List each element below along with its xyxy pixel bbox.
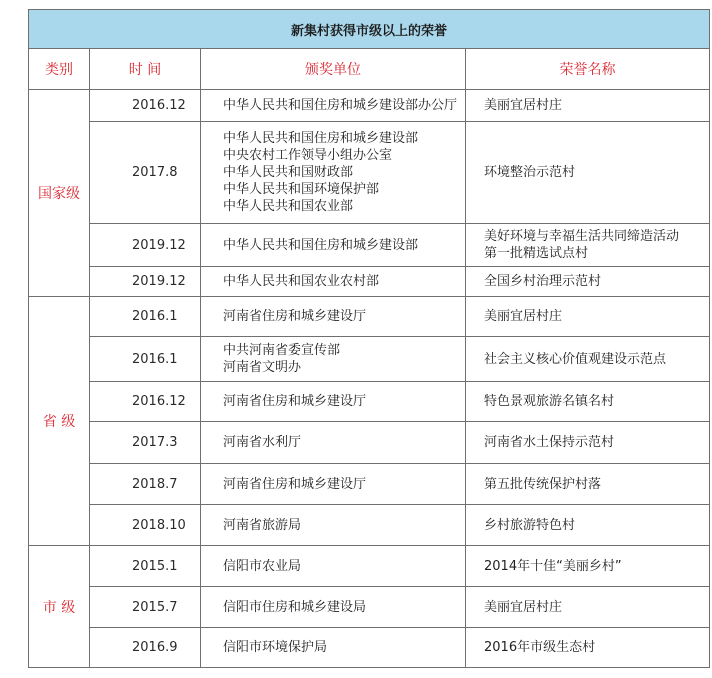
time-cell: 2016.9: [90, 628, 201, 668]
awarding-unit-line: 中共河南省委宣传部: [223, 343, 341, 358]
honor-name-line: 第一批精选试点村: [484, 246, 589, 261]
time-cell: 2017.3: [90, 422, 201, 464]
honor-name-line: 特色景观旅游名镇名村: [484, 394, 615, 409]
honor-name-cell: [466, 546, 710, 587]
table-row: [29, 337, 710, 382]
honor-name-cell: [466, 122, 710, 224]
table-row: [29, 382, 710, 422]
awarding-unit-cell: [201, 337, 466, 382]
honor-name-line: 社会主义核心价值观建设示范点: [484, 351, 667, 367]
awarding-unit-line: 河南省文明办: [223, 360, 302, 375]
category-cell: 市 级: [29, 546, 90, 668]
honor-name-line: 第五批传统保护村落: [484, 476, 602, 492]
time-cell: 2017.8: [90, 122, 201, 224]
awarding-unit-line: 信阳市农业局: [223, 558, 302, 574]
time-cell: 2016.12: [90, 90, 201, 122]
honor-name-cell: [466, 628, 710, 668]
header-category: 类别: [29, 49, 90, 90]
awarding-unit-line: 河南省住房和城乡建设厅: [223, 309, 367, 324]
table-row: [29, 628, 710, 668]
awarding-unit-cell: [201, 505, 466, 546]
time-cell: 2015.1: [90, 546, 201, 587]
honor-name-line: 美丽宜居村庄: [484, 98, 563, 113]
honor-name-line: 环境整治示范村: [484, 165, 576, 180]
honor-name-line: 河南省水土保持示范村: [484, 435, 615, 450]
honor-name-line: 全国乡村治理示范村: [484, 274, 602, 289]
awarding-unit-line: 河南省住房和城乡建设厅: [223, 394, 367, 409]
honor-name-line: 2014年十佳“美丽乡村”: [484, 558, 622, 574]
time-cell: 2019.12: [90, 224, 201, 267]
time-cell: 2015.7: [90, 587, 201, 628]
table-row: [29, 122, 710, 224]
awarding-unit-line: 中华人民共和国住房和城乡建设部办公厅: [223, 98, 458, 113]
honor-name-cell: [466, 90, 710, 122]
awarding-unit-cell: [201, 267, 466, 297]
honor-name-cell: [466, 267, 710, 297]
honor-name-cell: [466, 297, 710, 337]
honor-name-cell: [466, 505, 710, 546]
table-title: 新集村获得市级以上的荣誉: [29, 10, 710, 49]
honor-name-line: 2016年市级生态村: [484, 640, 596, 655]
time-cell: 2016.12: [90, 382, 201, 422]
honor-name-cell: [466, 587, 710, 628]
honor-name-cell: [466, 224, 710, 267]
honor-name-line: 美丽宜居村庄: [484, 599, 563, 615]
awarding-unit-cell: [201, 464, 466, 505]
time-cell: 2018.7: [90, 464, 201, 505]
header-row: [29, 49, 710, 90]
awarding-unit-line: 中华人民共和国农业农村部: [223, 274, 380, 289]
awarding-unit-line: 中华人民共和国住房和城乡建设部: [223, 131, 419, 146]
awarding-unit-line: 信阳市环境保护局: [223, 640, 328, 655]
table-row: [29, 422, 710, 464]
table-row: [29, 587, 710, 628]
awarding-unit-line: 中华人民共和国住房和城乡建设部: [223, 237, 419, 253]
honor-name-cell: [466, 337, 710, 382]
table-row: [29, 224, 710, 267]
table-row: [29, 267, 710, 297]
title-row: [29, 10, 710, 49]
awarding-unit-cell: [201, 224, 466, 267]
table-body: [29, 90, 710, 668]
header-time: 时 间: [90, 49, 201, 90]
honor-name-line: 美丽宜居村庄: [484, 309, 563, 324]
awarding-unit-cell: [201, 546, 466, 587]
category-cell: 省 级: [29, 297, 90, 546]
awarding-unit-cell: [201, 628, 466, 668]
time-cell: 2016.1: [90, 297, 201, 337]
table-row: [29, 90, 710, 122]
honor-name-line: 乡村旅游特色村: [484, 517, 576, 533]
awarding-unit-cell: [201, 90, 466, 122]
awarding-unit-line: 信阳市住房和城乡建设局: [223, 599, 367, 615]
honor-name-line: 美好环境与幸福生活共同缔造活动: [484, 229, 680, 244]
honor-name-cell: [466, 422, 710, 464]
awarding-unit-line: 中央农村工作领导小组办公室: [223, 148, 393, 163]
honor-name-cell: [466, 464, 710, 505]
table-row: [29, 505, 710, 546]
awarding-unit-line: 河南省旅游局: [223, 517, 302, 533]
honors-table: [28, 9, 710, 668]
awarding-unit-line: 中华人民共和国财政部: [223, 165, 354, 180]
header-awarding-unit: 颁奖单位: [201, 49, 466, 90]
time-cell: 2019.12: [90, 267, 201, 297]
table-row: [29, 297, 710, 337]
table-row: [29, 464, 710, 505]
header-honor-name: 荣誉名称: [466, 49, 710, 90]
awarding-unit-cell: [201, 382, 466, 422]
awarding-unit-line: 中华人民共和国环境保护部: [223, 182, 380, 197]
honor-name-cell: [466, 382, 710, 422]
awarding-unit-cell: [201, 587, 466, 628]
awarding-unit-cell: [201, 422, 466, 464]
awarding-unit-line: 河南省住房和城乡建设厅: [223, 476, 367, 492]
table-row: [29, 546, 710, 587]
time-cell: 2018.10: [90, 505, 201, 546]
awarding-unit-cell: [201, 122, 466, 224]
time-cell: 2016.1: [90, 337, 201, 382]
awarding-unit-line: 中华人民共和国农业部: [223, 199, 354, 214]
category-cell: 国家级: [29, 90, 90, 297]
awarding-unit-line: 河南省水利厅: [223, 435, 302, 450]
awarding-unit-cell: [201, 297, 466, 337]
